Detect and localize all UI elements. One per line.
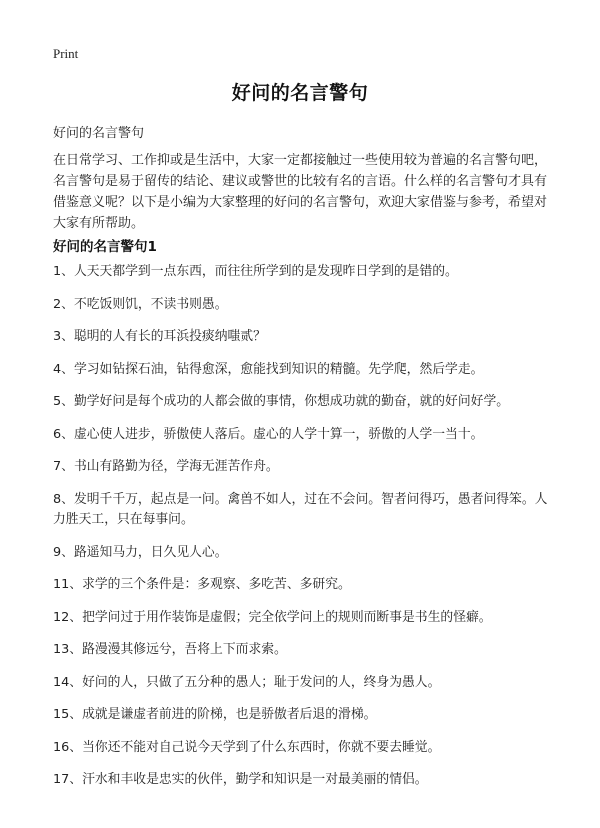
quote-item: 5、勤学好问是每个成功的人都会做的事情，你想成功就的勤奋，就的好问好学。 [53,394,510,409]
intro-paragraph: 在日常学习、工作抑或是生活中，大家一定都接触过一些使用较为普遍的名言警句吧，名言警句是易于留传的结论、建议或警世的比较有名的言语。什么样的名言警句才具有借鉴意义呢？以下是小编为大家整理的好问的名言警句，欢迎大家借鉴与参考，希望对大家有所帮助。 [53,153,548,231]
print-link[interactable]: Print [53,46,79,61]
quote-item: 17、汗水和丰收是忠实的伙伴，勤学和知识是一对最美丽的情侣。 [53,772,428,787]
quote-item: 13、路漫漫其修远兮，吾将上下而求索。 [53,642,287,657]
quote-item: 16、当你还不能对自己说今天学到了什么东西时，你就不要去睡觉。 [53,739,441,755]
quote-item: 3、聪明的人有长的耳浜投痰纳嗤贰？ [53,329,266,344]
article-subtitle: 好问的名言警句 [53,126,145,141]
quote-item: 1、人天天都学到一点东西，而往往所学到的是发现昨日学到的是错的。 [53,264,458,279]
quote-list [53,262,553,803]
quote-item: 6、虚心使人进步，骄傲使人落后。虚心的人学十算一，骄傲的人学一当十。 [53,426,484,442]
quote-item: 7、书山有路勤为径，学海无涯苦作舟。 [53,459,279,474]
quote-item: 15、成就是谦虚者前进的阶梯，也是骄傲者后退的滑梯。 [53,707,377,722]
quote-item: 2、不吃饭则饥，不读书则愚。 [53,296,228,312]
quote-item: 12、把学问过于用作装饰是虚假；完全依学问上的规则而断事是书生的怪癖。 [53,609,492,625]
quote-item: 8、发明千千万，起点是一问。禽兽不如人，过在不会问。智者问得巧，愚者问得笨。人力胜天工，只在每事问。 [53,491,548,527]
section-heading: 好问的名言警句1 [53,239,157,255]
quote-item: 11、求学的三个条件是：多观察、多吃苦、多研究。 [53,577,351,592]
quote-item: 4、学习如钻探石油，钻得愈深，愈能找到知识的精髓。先学爬，然后学走。 [53,361,484,377]
page-title: 好问的名言警句 [231,82,369,104]
quote-item: 9、路遥知马力，日久见人心。 [53,544,228,560]
quote-item: 14、好问的人，只做了五分种的愚人；耻于发问的人，终身为愚人。 [53,674,441,690]
